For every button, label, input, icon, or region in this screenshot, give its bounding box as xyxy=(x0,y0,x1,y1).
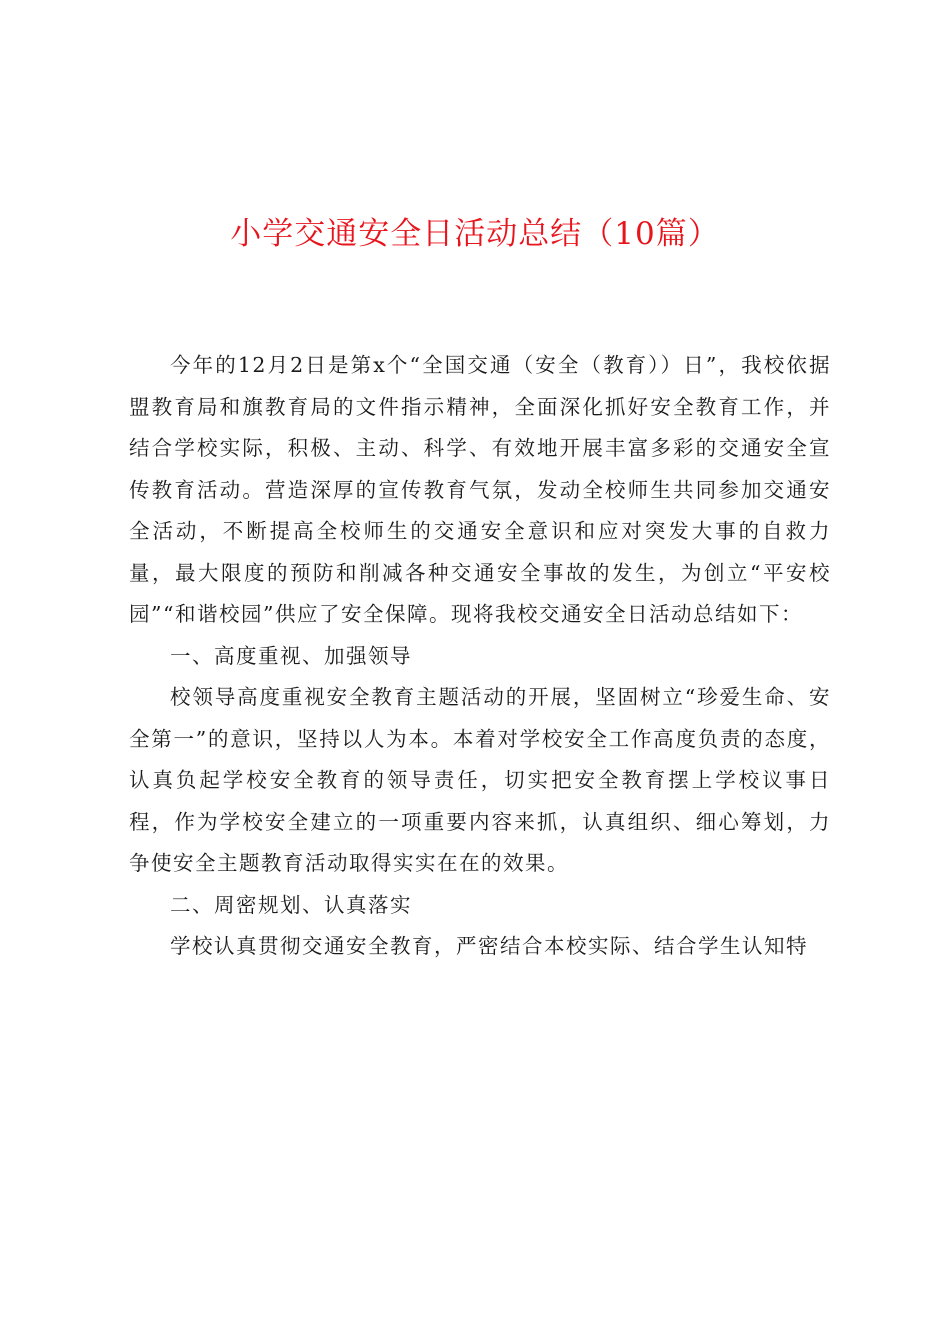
document-body xyxy=(129,345,831,968)
document-title: 小学交通安全日活动总结（10篇） xyxy=(230,216,720,252)
paragraph-section-2: 学校认真贯彻交通安全教育，严密结合本校实际、结合学生认知特 xyxy=(170,934,808,958)
paragraph-section-1: 校领导高度重视安全教育主题活动的开展，坚固树立“珍爱生命、安全第一”的意识，坚持以人为本。本着对学校安全工作高度负责的态度，认真负起学校安全教育的领导责任，切实把安全教育摆上学校议事日程，作为学校安全建立的一项重要内容来抓，认真组织、细心筹划，力争使安全主题教育活动取得实实在在的效果。 xyxy=(129,685,831,875)
section-heading-1: 一、高度重视、加强领导 xyxy=(170,643,412,668)
section-heading-2: 二、周密规划、认真落实 xyxy=(170,892,412,917)
paragraph-intro: 今年的12月2日是第x个“全国交通（安全（教育））日”，我校依据盟教育局和旗教育局的文件指示精神，全面深化抓好安全教育工作，并结合学校实际，积极、主动、科学、有效地开展丰富多彩的交通安全宣传教育活动。营造深厚的宣传教育气氛，发动全校师生共同参加交通安全活动，不断提高全校师生的交通安全意识和应对突发大事的自救力量，最大限度的预防和削减各种交通安全事故的发生，为创立“平安校园”“和谐校园”供应了安全保障。现将我校交通安全日活动总结如下： xyxy=(129,353,831,626)
